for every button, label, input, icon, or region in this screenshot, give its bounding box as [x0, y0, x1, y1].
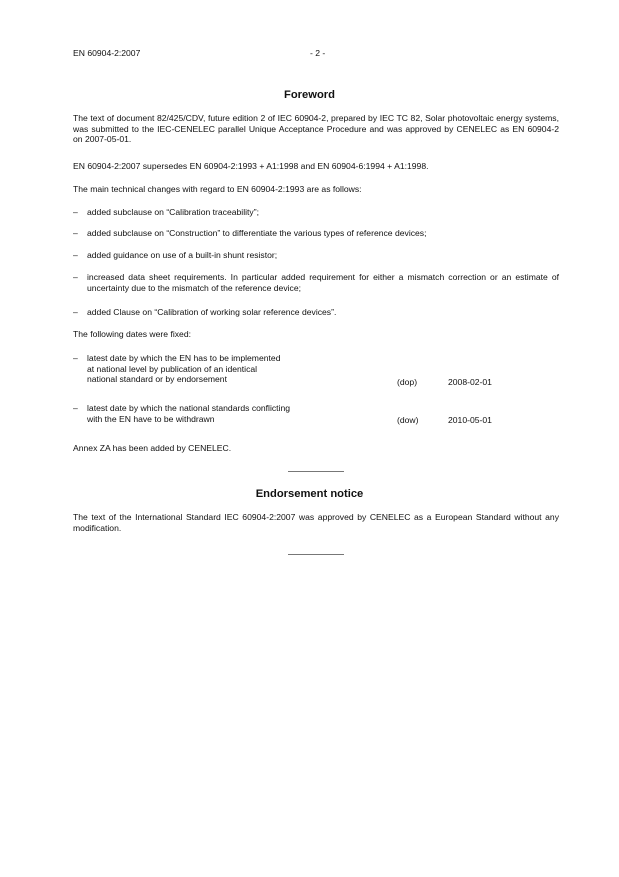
dates-intro: The following dates were fixed: [73, 329, 191, 339]
annex-note: Annex ZA has been added by CENELEC. [73, 443, 232, 453]
date-code: (dop) [397, 377, 418, 387]
date-value: 2008-02-01 [448, 377, 492, 387]
foreword-paragraph-2: EN 60904-2:2007 supersedes EN 60904-2:1993 + A1:1998 and EN 60904-6:1994 + A1:1998. [73, 161, 429, 171]
section-divider [288, 471, 344, 472]
dash-marker: – [73, 403, 78, 413]
date-description-line: latest date by which the EN has to be implemented [87, 353, 281, 363]
date-description-line: with the EN have to be withdrawn [87, 413, 215, 424]
change-text: added Clause on “Calibration of working solar reference devices”. [87, 307, 337, 317]
dash-marker: – [73, 250, 78, 260]
dash-marker: – [73, 353, 78, 363]
date-description-line: national standard or by endorsement [87, 374, 227, 385]
change-text: added subclause on “Construction” to differentiate the various types of reference devices; [87, 228, 427, 238]
date-description-line: at national level by publication of an identical [87, 363, 258, 374]
foreword-paragraph-1: The text of document 82/425/CDV, future edition 2 of IEC 60904-2, prepared by IEC TC 82, Solar photovoltaic energy systems, was submitted to the IEC-CENELEC parallel Unique Acceptance Procedure and was approved by CENELEC as EN 60904-2 on 2007-05-01. [73, 113, 559, 145]
endorsement-text: The text of the International Standard IEC 60904-2:2007 was approved by CENELEC as a European Standard without any modification. [73, 512, 559, 533]
header-doc-id: EN 60904-2:2007 [73, 48, 141, 58]
dash-marker: – [73, 228, 78, 238]
change-text: added guidance on use of a built-in shunt resistor; [87, 250, 278, 260]
change-text: added subclause on “Calibration traceability”; [87, 207, 259, 217]
dash-marker: – [73, 207, 78, 217]
endorsement-heading: Endorsement notice [255, 488, 364, 500]
date-description [87, 353, 387, 385]
dash-marker: – [73, 307, 78, 317]
date-description-line: latest date by which the national standards conflicting [87, 403, 291, 413]
section-divider [288, 554, 344, 555]
dash-marker: – [73, 272, 78, 282]
change-text: increased data sheet requirements. In particular added requirement for either a mismatch correction or an estimate of uncertainty due to the mismatch of the reference device; [87, 272, 559, 293]
header-page-number: - 2 - [310, 48, 326, 58]
foreword-heading: Foreword [284, 89, 335, 101]
foreword-paragraph-3: The main technical changes with regard to EN 60904-2:1993 are as follows: [73, 184, 362, 194]
date-value: 2010-05-01 [448, 415, 492, 425]
date-code: (dow) [397, 415, 419, 425]
date-description [87, 403, 387, 424]
